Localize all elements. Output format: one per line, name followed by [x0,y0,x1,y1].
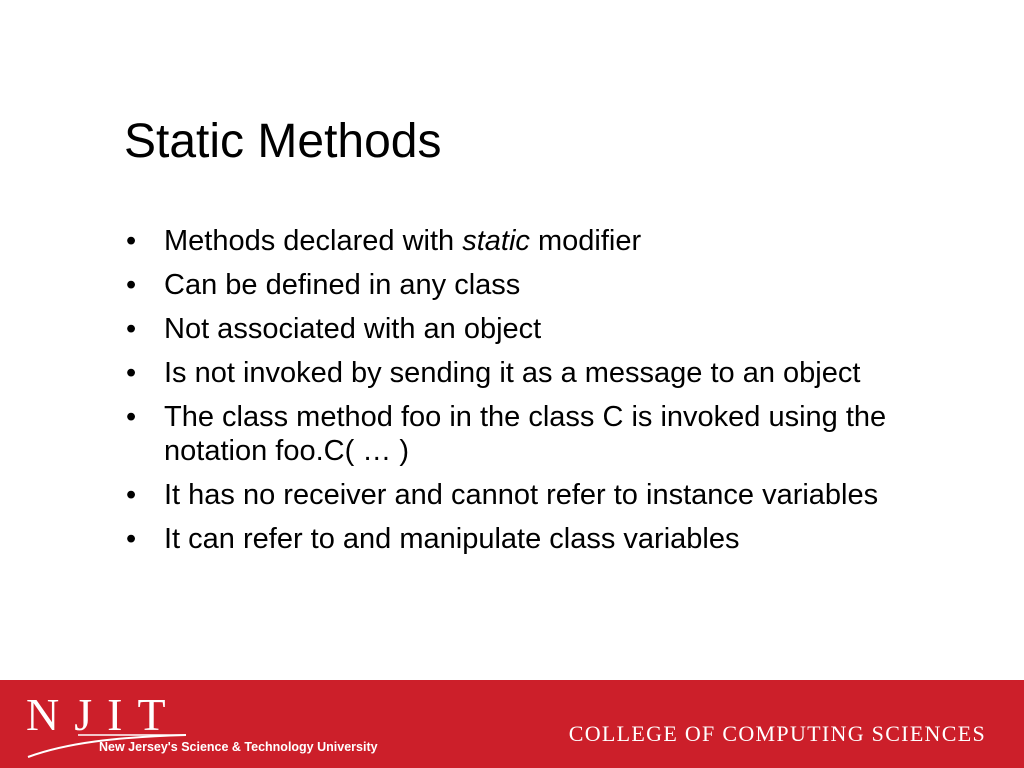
college-name: COLLEGE OF COMPUTING SCIENCES [568,721,986,746]
bullet-text: Is not invoked by sending it as a message to an object [164,357,861,389]
logo-wordmark: NJIT [26,689,181,740]
bullet-item [124,522,974,556]
logo-tagline: New Jersey's Science & Technology University [99,740,378,754]
bullet-item [124,224,974,258]
slide-title: Static Methods [124,115,442,168]
bullet-list [124,224,974,566]
bullet-item [124,268,974,302]
bullet-text: It can refer to and manipulate class variables [164,523,740,555]
bullet-text: Not associated with an object [164,313,542,345]
bullet-marker: • [126,401,137,433]
bullet-text: Methods declared with static modifier [164,225,642,257]
bullet-text: Can be defined in any class [164,269,521,301]
bullet-marker: • [126,269,137,301]
bullet-marker: • [126,225,137,257]
footer-banner [0,680,1024,768]
bullet-item [124,478,974,512]
njit-logo [26,689,378,761]
bullet-marker: • [126,313,137,345]
bullet-marker: • [126,479,137,511]
bullet-text: It has no receiver and cannot refer to instance variables [164,479,879,511]
bullet-item [124,356,974,390]
bullet-item [124,400,974,468]
bullet-marker: • [126,523,137,555]
bullet-marker: • [126,357,137,389]
bullet-item [124,312,974,346]
emphasized-word: static [462,225,530,257]
bullet-text: The class method foo in the class C is invoked using the notation foo.C( … ) [164,401,887,467]
